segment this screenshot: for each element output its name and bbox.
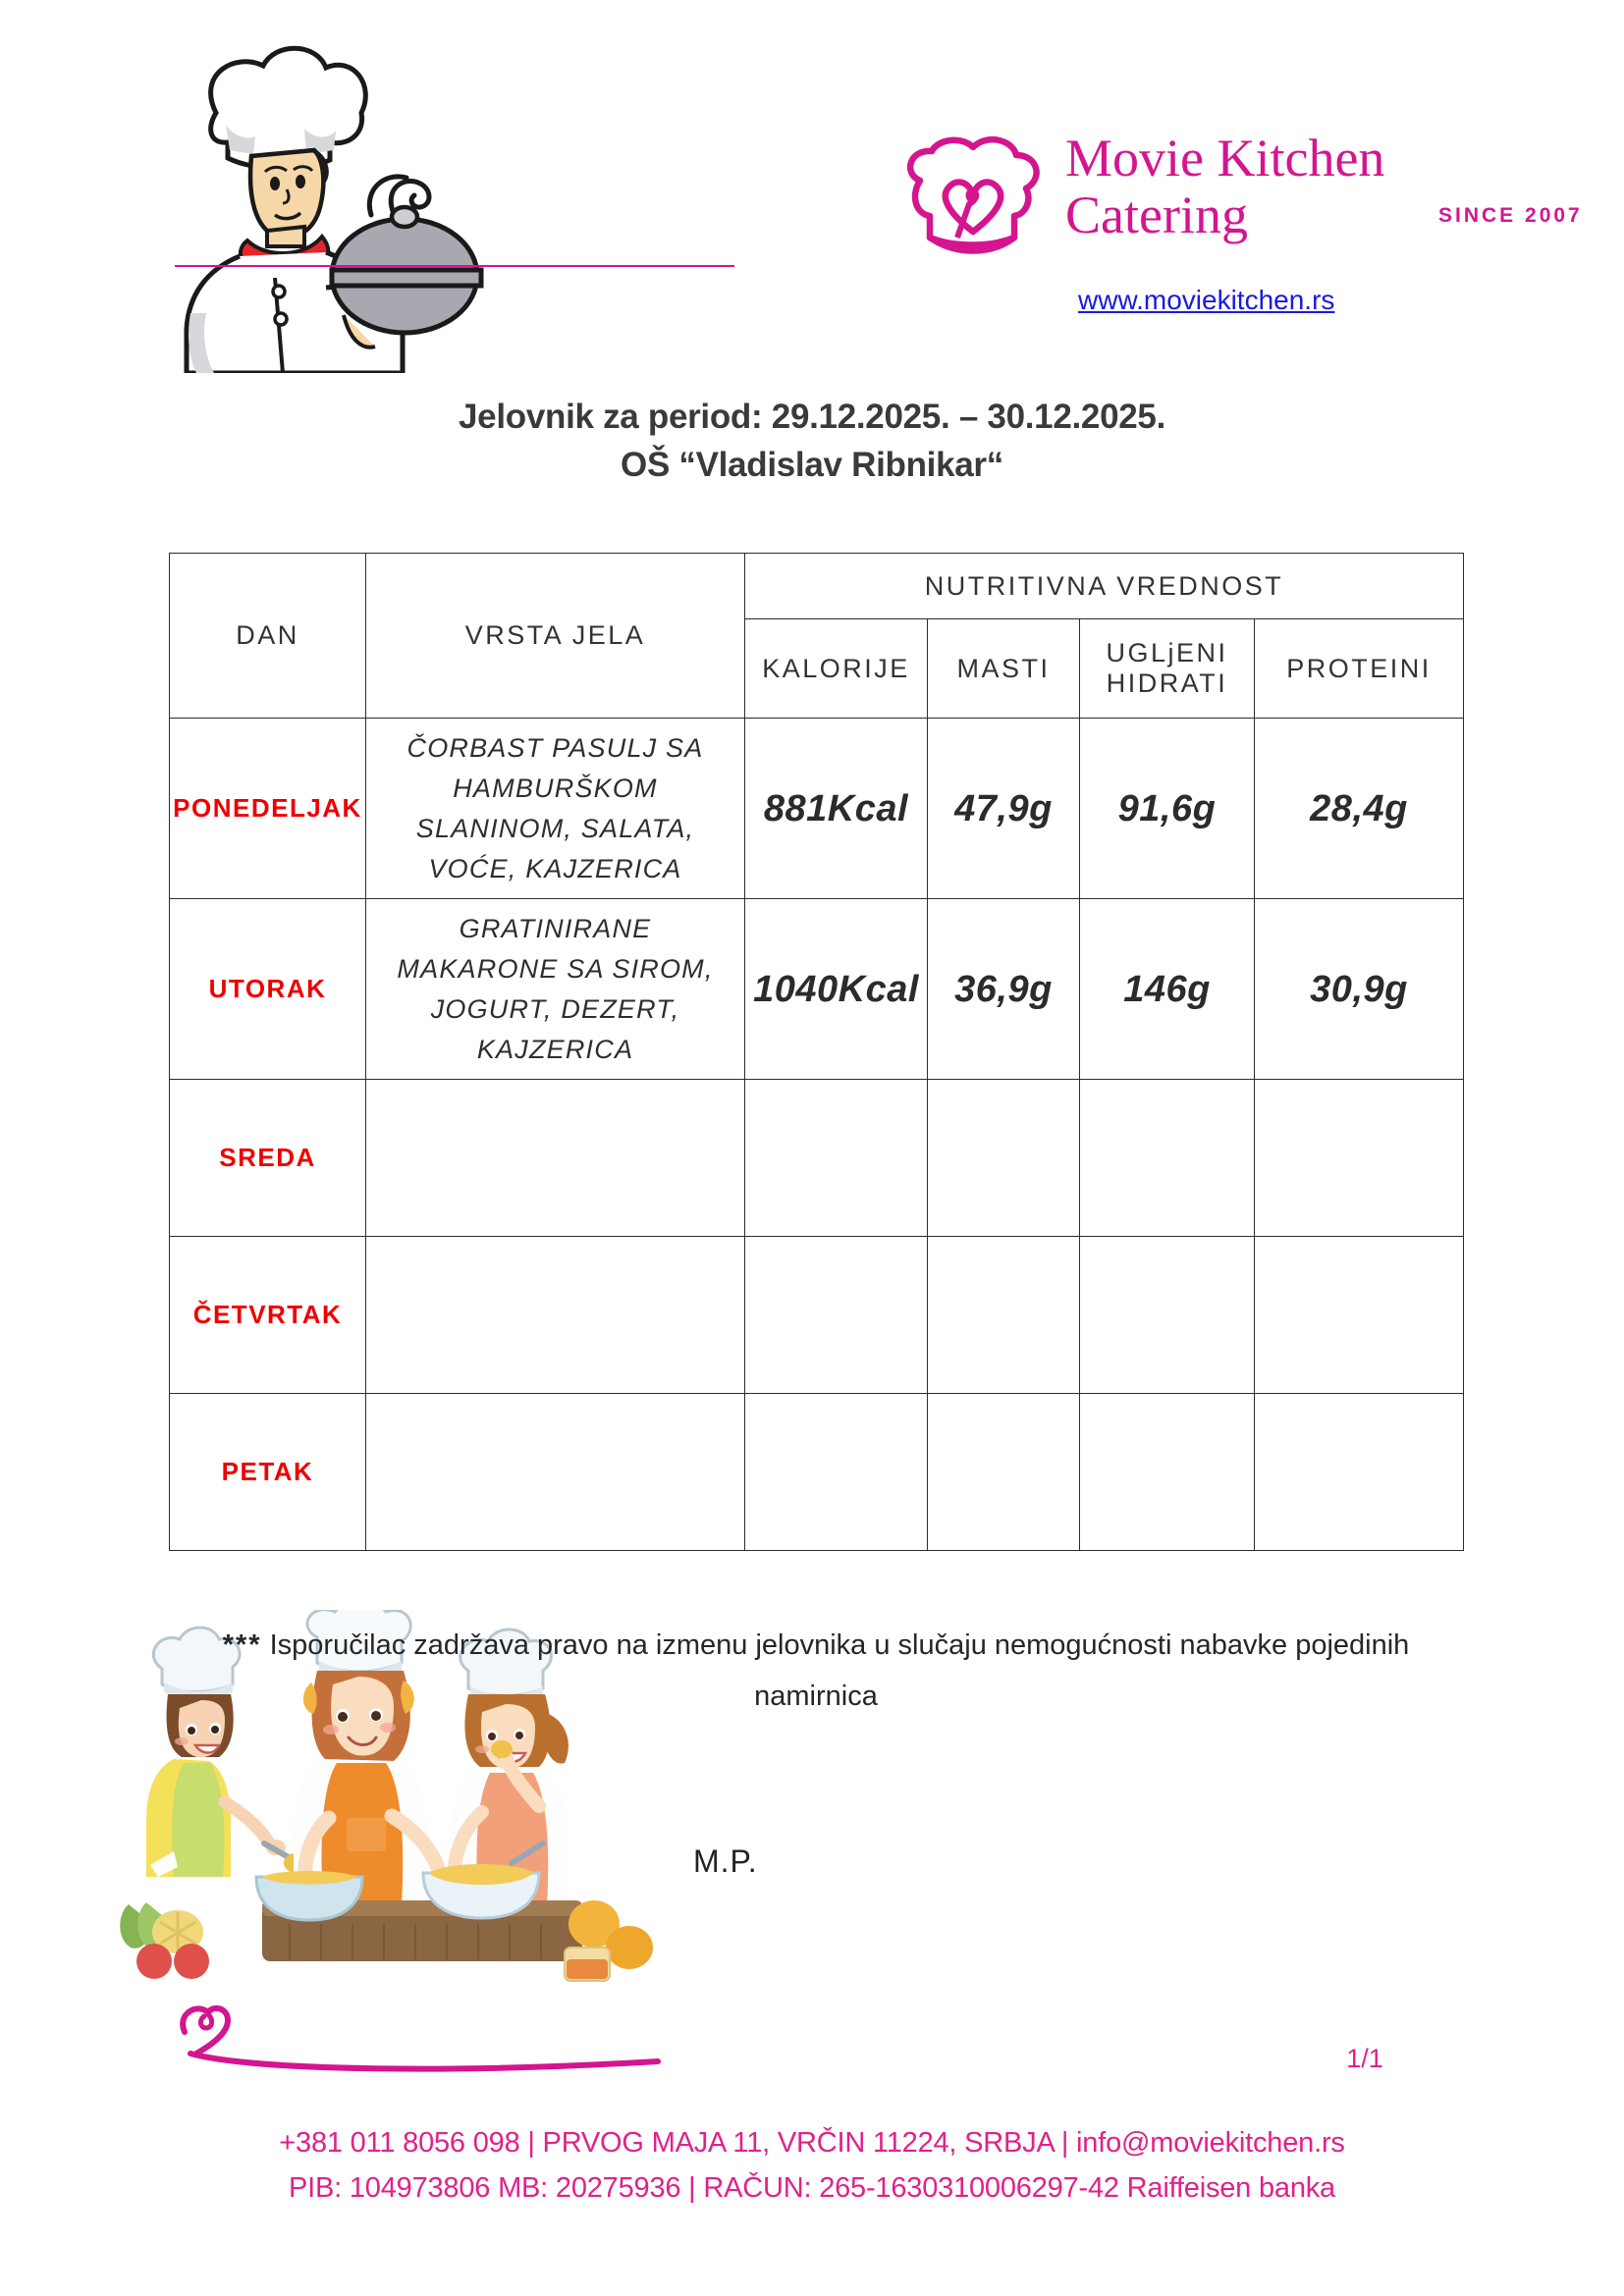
cell-day: UTORAK bbox=[170, 899, 366, 1080]
header-dish: VRSTA JELA bbox=[366, 554, 745, 719]
cell-day: PETAK bbox=[170, 1394, 366, 1551]
heart-swirl-decoration bbox=[167, 2002, 677, 2110]
cell-carbs: 146g bbox=[1080, 899, 1255, 1080]
disclaimer-stars: *** bbox=[222, 1629, 262, 1661]
website-link[interactable]: www.moviekitchen.rs bbox=[1078, 285, 1335, 315]
cell-calories bbox=[745, 1237, 928, 1394]
footer-contact-block bbox=[0, 2120, 1624, 2211]
cell-dish: ČORBAST PASULJ SA HAMBURŠKOM SLANINOM, SALATA, VOĆE, KAJZERICA bbox=[366, 719, 745, 899]
cell-fats bbox=[928, 1237, 1080, 1394]
table-header bbox=[170, 554, 1464, 719]
table-body bbox=[170, 719, 1464, 1551]
footer-address-line: +381 011 8056 098 | PRVOG MAJA 11, VRČIN 11224, SRBJA | info@moviekitchen.rs bbox=[279, 2127, 1345, 2159]
brand-name-line1: Movie Kitchen bbox=[1065, 129, 1385, 187]
footer-legal-line: PIB: 104973806 MB: 20275936 | RAČUN: 265-1630310006297-42 Raiffeisen banka bbox=[289, 2172, 1335, 2204]
disclaimer-note bbox=[169, 1620, 1463, 1722]
cell-carbs bbox=[1080, 1394, 1255, 1551]
cell-day: ČETVRTAK bbox=[170, 1237, 366, 1394]
table-row bbox=[170, 1394, 1464, 1551]
header-day: DAN bbox=[170, 554, 366, 719]
cell-dish bbox=[366, 1237, 745, 1394]
stamp-place-label: M.P. bbox=[693, 1843, 758, 1879]
cell-day: PONEDELJAK bbox=[170, 719, 366, 899]
table-row bbox=[170, 1237, 1464, 1394]
header-fats: MASTI bbox=[928, 619, 1080, 719]
cell-carbs bbox=[1080, 1080, 1255, 1237]
header-carbs: UGLjENI HIDRATI bbox=[1080, 619, 1255, 719]
cell-calories: 1040Kcal bbox=[745, 899, 928, 1080]
brand-since-label: SINCE 2007 bbox=[1438, 204, 1583, 227]
table-row bbox=[170, 719, 1464, 899]
cell-proteins bbox=[1255, 1237, 1464, 1394]
cell-fats: 47,9g bbox=[928, 719, 1080, 899]
cell-calories: 881Kcal bbox=[745, 719, 928, 899]
table-row bbox=[170, 899, 1464, 1080]
cell-fats: 36,9g bbox=[928, 899, 1080, 1080]
cell-proteins: 28,4g bbox=[1255, 719, 1464, 899]
cell-day: SREDA bbox=[170, 1080, 366, 1237]
cell-carbs: 91,6g bbox=[1080, 719, 1255, 899]
chef-illustration bbox=[157, 34, 491, 373]
cell-dish bbox=[366, 1080, 745, 1237]
chef-hat-heart-icon bbox=[889, 135, 1056, 261]
cell-dish bbox=[366, 1394, 745, 1551]
cell-dish: GRATINIRANE MAKARONE SA SIROM, JOGURT, DEZERT, KAJZERICA bbox=[366, 899, 745, 1080]
page-number: 1/1 bbox=[1346, 2044, 1383, 2073]
cell-proteins: 30,9g bbox=[1255, 899, 1464, 1080]
brand-name-line2: Catering bbox=[1065, 186, 1248, 244]
header-calories: KALORIJE bbox=[745, 619, 928, 719]
disclaimer-text: Isporučilac zadržava pravo na izmenu jelovnika u slučaju nemogućnosti nabavke pojedinih namirnica bbox=[269, 1629, 1410, 1712]
cell-fats bbox=[928, 1080, 1080, 1237]
header-nutrition-group: NUTRITIVNA VREDNOST bbox=[745, 554, 1464, 619]
cell-calories bbox=[745, 1394, 928, 1551]
cell-proteins bbox=[1255, 1394, 1464, 1551]
cell-fats bbox=[928, 1394, 1080, 1551]
cell-calories bbox=[745, 1080, 928, 1237]
page-header bbox=[0, 0, 1624, 383]
title-line-school: OŠ “Vladislav Ribnikar“ bbox=[621, 446, 1003, 484]
header-divider-rule bbox=[175, 265, 734, 267]
header-proteins: PROTEINI bbox=[1255, 619, 1464, 719]
cell-carbs bbox=[1080, 1237, 1255, 1394]
page-title bbox=[0, 393, 1624, 489]
table-row bbox=[170, 1080, 1464, 1237]
cell-proteins bbox=[1255, 1080, 1464, 1237]
menu-table bbox=[169, 553, 1464, 1551]
title-line-period: Jelovnik za period: 29.12.2025. – 30.12.2025. bbox=[458, 398, 1165, 436]
